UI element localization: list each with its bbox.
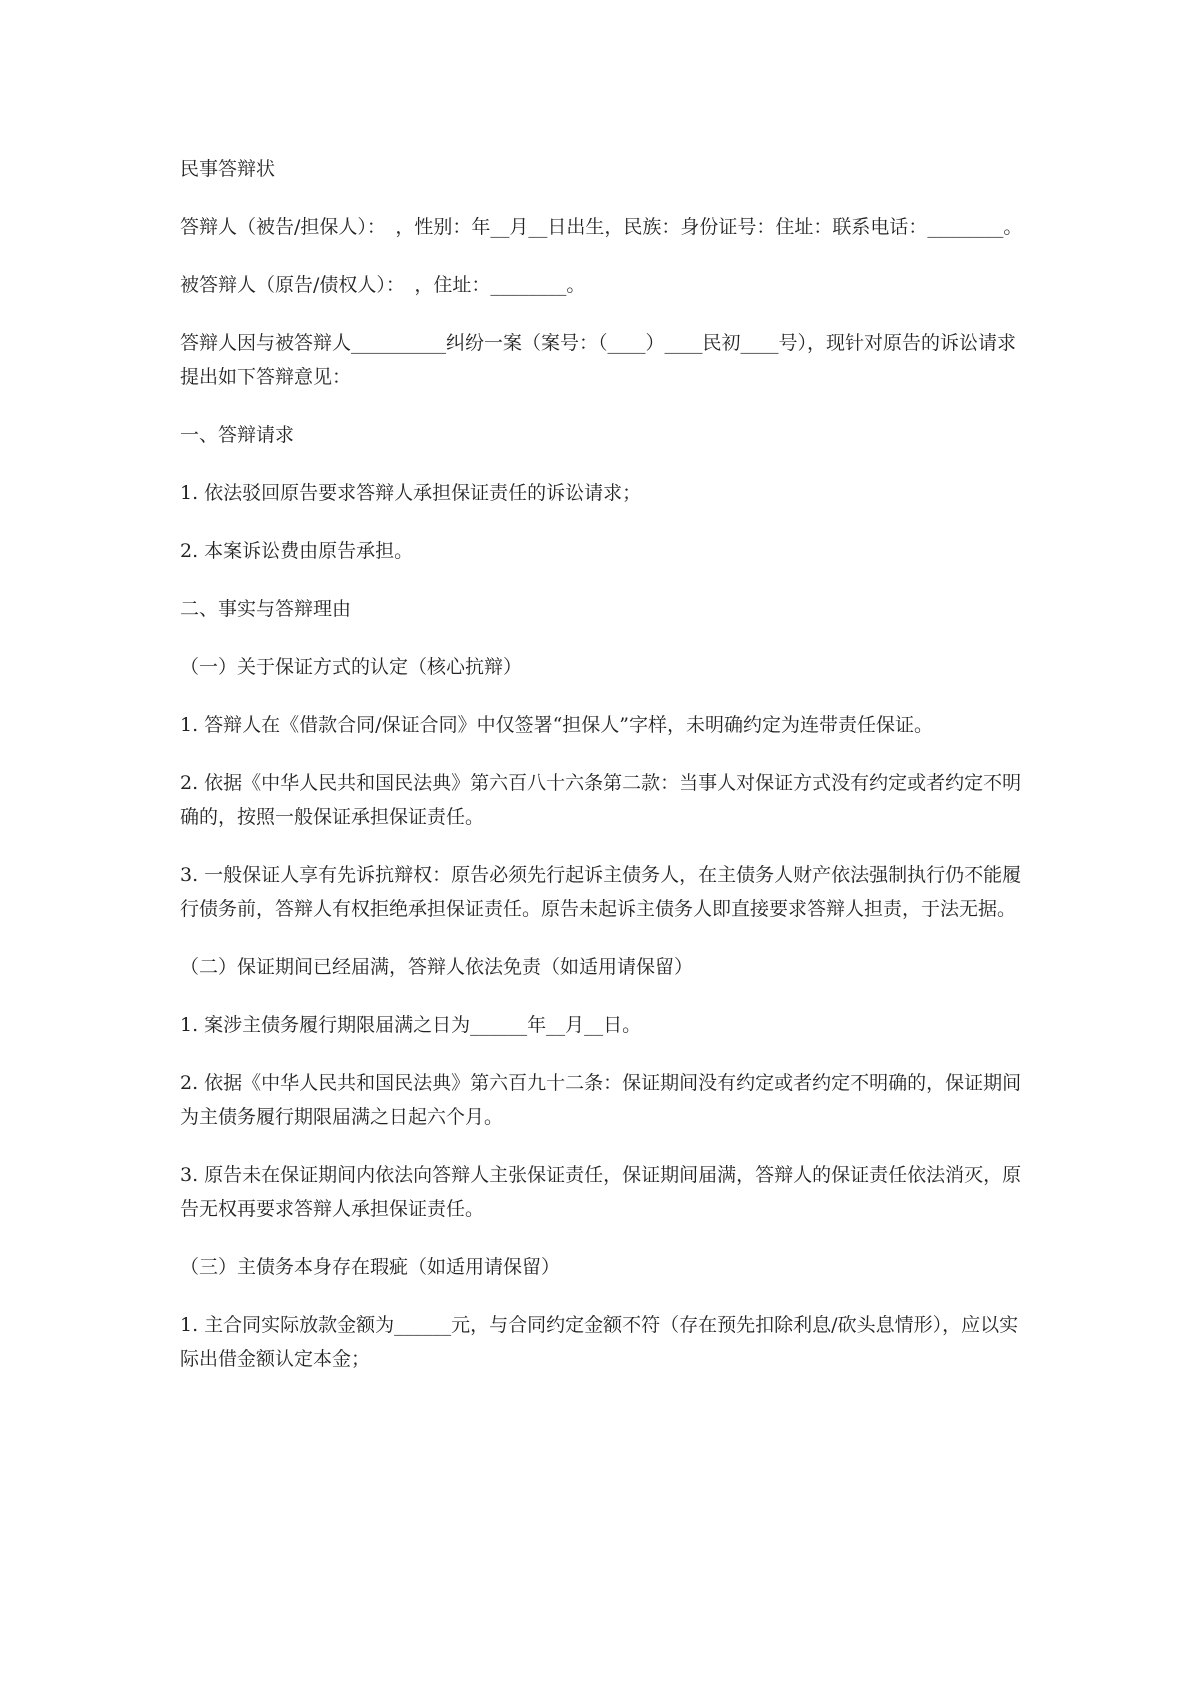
guarantee-period-point-1: 1. 案涉主债务履行期限届满之日为______年__月__日。 bbox=[180, 1014, 642, 1036]
request-item-2: 2. 本案诉讼费由原告承担。 bbox=[180, 540, 414, 562]
guarantee-mode-point-1: 1. 答辩人在《借款合同/保证合同》中仅签署“担保人”字样，未明确约定为连带责任保证。 bbox=[180, 714, 933, 736]
case-intro: 答辩人因与被答辩人__________纠纷一案（案号：（____）____民初____号），现针对原告的诉讼请求提出如下答辩意见： bbox=[180, 332, 1017, 388]
section-heading-facts: 二、事实与答辩理由 bbox=[180, 598, 352, 620]
guarantee-period-point-3: 3. 原告未在保证期间内依法向答辩人主张保证责任，保证期间届满，答辩人的保证责任依法消灭，原告无权再要求答辩人承担保证责任。 bbox=[180, 1164, 1022, 1220]
guarantee-period-point-2: 2. 依据《中华人民共和国民法典》第六百九十二条：保证期间没有约定或者约定不明确的，保证期间为主债务履行期限届满之日起六个月。 bbox=[180, 1072, 1022, 1128]
section-heading-requests: 一、答辩请求 bbox=[180, 424, 295, 446]
document-body bbox=[180, 152, 1025, 1400]
subsection-heading-guarantee-period: （二）保证期间已经届满，答辩人依法免责（如适用请保留） bbox=[180, 956, 694, 978]
main-debt-point-1: 1. 主合同实际放款金额为______元，与合同约定金额不符（存在预先扣除利息/砍头息情形），应以实际出借金额认定本金； bbox=[180, 1314, 1019, 1370]
respondent-info: 答辩人（被告/担保人）： ，性别：年__月__日出生，民族：身份证号：住址：联系电话：________。 bbox=[180, 216, 1023, 238]
plaintiff-info: 被答辩人（原告/债权人）： ，住址：________。 bbox=[180, 274, 586, 296]
guarantee-mode-point-3: 3. 一般保证人享有先诉抗辩权：原告必须先行起诉主债务人，在主债务人财产依法强制执行仍不能履行债务前，答辩人有权拒绝承担保证责任。原告未起诉主债务人即直接要求答辩人担责，于法无据。 bbox=[180, 864, 1022, 920]
document-title: 民事答辩状 bbox=[180, 158, 276, 180]
guarantee-mode-point-2: 2. 依据《中华人民共和国民法典》第六百八十六条第二款：当事人对保证方式没有约定或者约定不明确的，按照一般保证承担保证责任。 bbox=[180, 772, 1022, 828]
subsection-heading-main-debt: （三）主债务本身存在瑕疵（如适用请保留） bbox=[180, 1256, 561, 1278]
request-item-1: 1. 依法驳回原告要求答辩人承担保证责任的诉讼请求； bbox=[180, 482, 642, 504]
subsection-heading-guarantee-mode: （一）关于保证方式的认定（核心抗辩） bbox=[180, 656, 523, 678]
